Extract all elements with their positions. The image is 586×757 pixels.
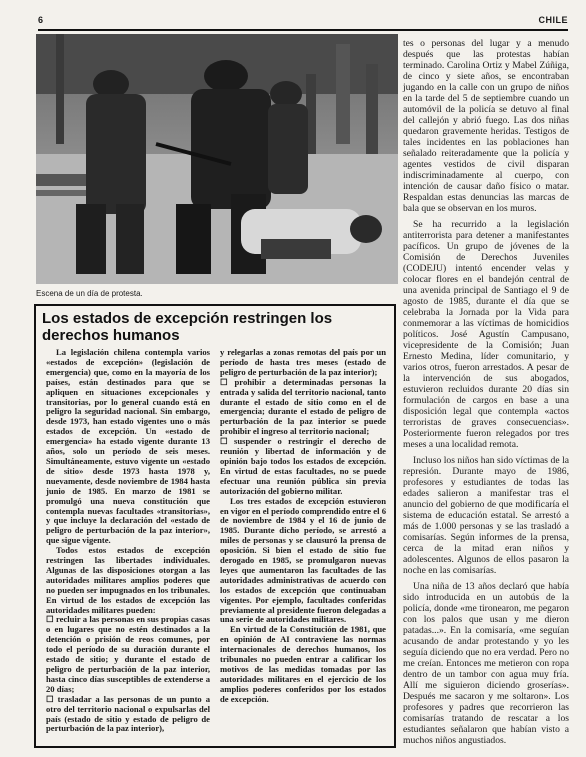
photo-caption: Escena de un día de protesta. [36,289,143,298]
body-paragraph: Se ha recurrido a la legislación antiterrorista para detener a manifestantes pacíficos. Un grupo de jóvenes de la Comisión de Derechos Juveniles (CODEJU) intentó encender velas y colocar flores en el bandejón central de una avenida principal de Santiago el 9 de agosto de 1985, durante el día que se celebraba la Jornada por la Vida para conmemorar a las víctimas de homicidios políticos. José Agustín Campusano, vicepresidente de la Comisión; Juan Ernesto Medina, líder comunitario, y varios otros, fueron arrestados. A pesar de la intervención de sus abogados, estuvieron recluidos durante 20 días sin formulación de cargos en base a una disposición legal que contempla «actos terroristas de graves consecuencias». Posteriormente fueron relegados por tres meses a una localidad remota. [403,219,569,450]
protest-photo [36,34,398,284]
sidebar-article-box [34,304,396,748]
body-paragraph: Una niña de 13 años declaró que había sido introducida en un autobús de la policía, donde «me tironearon, me pegaron con los palos que usan y me dieron patadas...». En la comisaría, «me seguían acusando de andar protestando y yo les seguía diciendo que no era verdad. Pero no me creían. Entonces me metieron con ropa dentro de un tambor con agua muy fría. Allí me siguieron diciendo groserías». Después me sacaron y me soltaron». Los profesores y padres que recorrieron las comisarías tratando de rescatar a los estudiantes señalaron que habían visto a muchos niños angustiados. [403,581,569,746]
body-paragraph: tes o personas del lugar y a menudo después que las protestas habían terminado. Carolina Ortiz y Mabel Zúñiga, de cinco y siete años, se encontraban jugando en la calle con un grupo de niños en la tarde del 5 de septiembre cuando un automóvil de la policía se detuvo al final del callejón y abrió fuego. Las dos niñas quedaron gravemente heridas. Testigos de tales incidentes en las poblaciones han señalado reiteradamente que la policía y agentes vestidos de civil disparan indiscriminadamente al cuerpo, con intención de causar daño físico o matar. Respaldan estas denuncias las marcas de bala que se observan en los muros. [403,38,569,214]
article-list-item: ☐ prohibir a determinadas personas la entrada y salida del territorio nacional, tanto durante el estado de sitio como en el de emergencia; durante el estado de peligro de perturbación de la paz interior se puede prohibir el ingreso al territorio nacional; [220,376,386,437]
article-paragraph: Los tres estados de excepción estuvieron en vigor en el período comprendido entre el 6 de noviembre de 1984 y el 16 de junio de 1985. Durante dicho período, se arrestó a miles de personas y se clausuró la prensa de oposición. Si bien el estado de sitio fue derogado en 1985, se promulgaron nuevas leyes que aumentaron las facultades de las autoridades administrativas de acuerdo con los estados de excepción que continuaban vigentes. Por ejemplo, facultades conferidas previamente al presidente fueron delegadas a una serie de autoridades militares. [220,495,386,625]
page-number: 6 [38,15,44,25]
article-title: Los estados de excepción restringen los derechos humanos [42,310,333,344]
article-paragraph: En virtud de la Constitución de 1981, que en opinión de AI contraviene las normas internacionales de derechos humanos, los tribunales no pueden entrar a calificar los motivos de las medidas tomadas por las autoridades militares en el ejercicio de los amplios poderes conferidos por los estados de excepción. [220,624,386,704]
article-paragraph: Todos estos estados de excepción restringen las libertades individuales. Algunas de las disposiciones otorgan a las autoridades militares amplios poderes que no pueden ser impugnados en los tribunales. En virtud de los estados de excepción las autoridades militares pueden: [46,545,210,615]
article-list-item: ☐ trasladar a las personas de un punto a otro del territorio nacional o expulsarlas del país (estado de sitio y estado de peligro de perturbación de la paz interior), [46,693,210,734]
article-middle-column [220,348,386,705]
right-text-column [403,38,569,746]
page-header [38,15,568,29]
article-list-item: ☐ recluir a las personas en sus propias casas o en lugares que no estén destinados a la detención o prisión de reos comunes, por todo el período de su duración durante el estado de sitio; y durante el estado de peligro de perturbación de la paz interior, hasta cinco días susceptibles de extenderse a 20 días; [46,614,210,694]
article-paragraph: La legislación chilena contempla varios «estados de excepción» (legislación de emergencia) que, como en la mayoría de los países, están destinados para que se apliquen en situaciones excepcionales y transitorias, por lo general cuando está en peligro la seguridad nacional. Sin embargo, desde 1973, han estado vigentes uno o más estados de excepción. Un «estado de emergencia» ha estado vigente durante 13 años, solo un período de seis meses. Simultáneamente, estuvo vigente un «estado de sitio» desde 1973 hasta 1978 y, nuevamente, desde noviembre de 1984 hasta junio de 1985. En marzo de 1981 se promulgó una nueva constitución que contempla nuevas facultades «transitorias», y que incluye la declaración del «estado de peligro de perturbación de la paz interior», que sigue vigente. [46,347,210,546]
article-list-item: ☐ suspender o restringir el derecho de reunión y libertad de información y de opinión bajo todos los estados de excepción. En virtud de estas facultades, no se puede efectuar una reunión pública sin previa autorización del gobierno militar. [220,436,386,496]
article-left-column [46,348,210,734]
article-paragraph: y relegarlas a zonas remotas del país por un período de hasta tres meses (estado de peligro de perturbación de la paz interior); [220,347,386,377]
body-paragraph: Incluso los niños han sido víctimas de la represión. Durante mayo de 1986, profesores y estudiantes de todas las edades salieron a manifestar tras el anuncio del gobierno de que modificaría el sistema de educación estatal. Se arrestó a más de 1.000 personas y se las trasladó a comisarías. Según informes de la prensa, cerca de la mitad eran niños y adolescentes. Algunos de ellos pasaron la noche en las comisarías. [403,455,569,576]
section-country-label: CHILE [538,15,568,25]
header-rule [38,29,568,31]
